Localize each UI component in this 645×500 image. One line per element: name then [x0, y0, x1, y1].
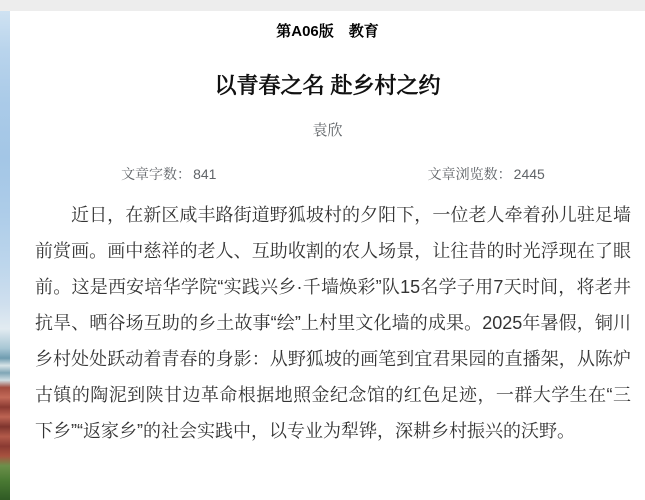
views-stat — [328, 167, 645, 181]
word-count-value: 841 — [193, 166, 217, 182]
word-count-stat — [10, 167, 328, 181]
article-body: 近日，在新区咸丰路街道野狐坡村的夕阳下，一位老人牵着孙儿驻足墙前赏画。画中慈祥的老人、互助收割的农人场景，让往昔的时光浮现在了眼前。这是西安培华学院“实践兴乡·千墙焕彩”队15名学子用7天时间，将老井抗旱、晒谷场互助的乡土故事“绘”上村里文化墙的成果。2025年暑假，铜川乡村处处跃动着青春的身影：从野狐坡的画笔到宜君果园的直播架，从陈炉古镇的陶泥到陕甘边革命根据地照金纪念馆的红色足迹，一群大学生在“三下乡”“返家乡”的社会实践中，以专业为犁铧，深耕乡村振兴的沃野。 — [35, 205, 631, 441]
article-title: 以青春之名 赴乡村之约 — [214, 73, 441, 98]
background-illustration — [0, 11, 10, 500]
article-author: 袁欣 — [312, 122, 343, 139]
edition-header: 第A06版 教育 — [276, 23, 379, 40]
article-panel — [10, 11, 645, 500]
views-label: 文章浏览数： — [427, 166, 512, 182]
page-top-bar — [0, 0, 645, 11]
views-value: 2445 — [513, 166, 545, 182]
article-stats — [10, 167, 645, 181]
word-count-label: 文章字数： — [121, 166, 192, 182]
